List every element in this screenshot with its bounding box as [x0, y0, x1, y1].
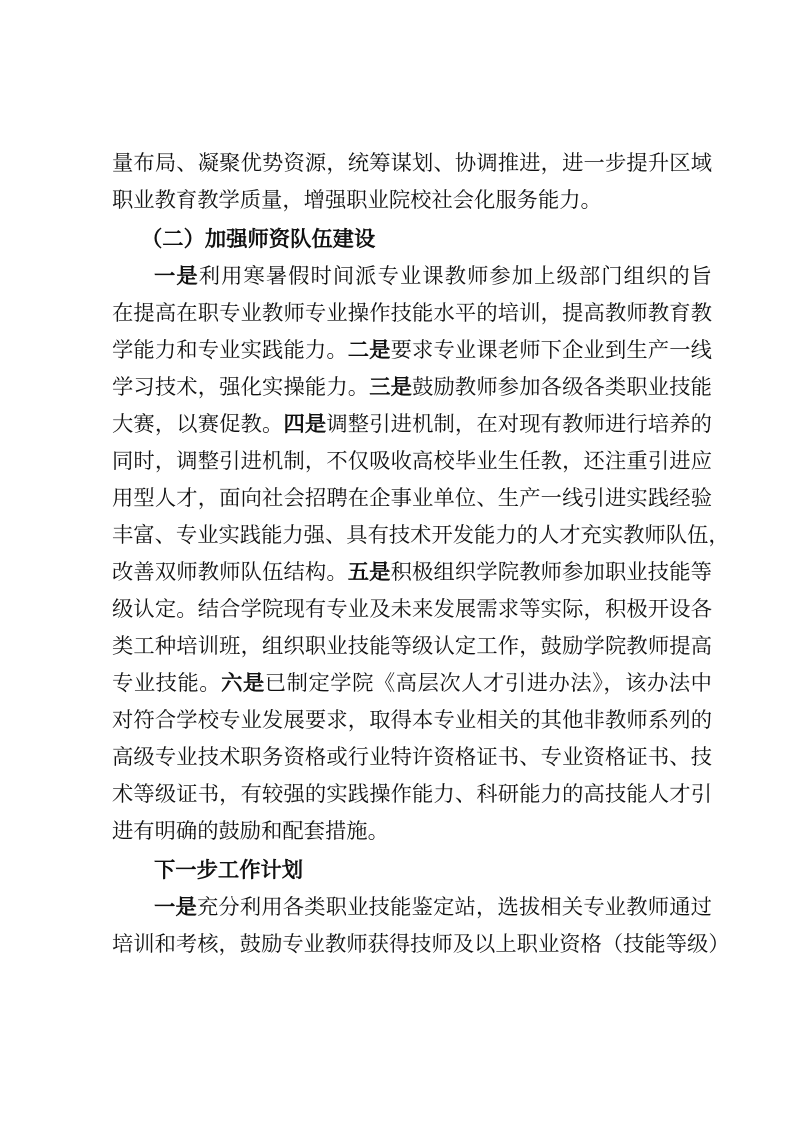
- section-heading: （二）加强师资队伍建设: [141, 227, 376, 252]
- next-line-1-text: 充分利用各类职业技能鉴定站，选拔相关专业教师通过: [196, 895, 712, 920]
- main-line-7: 用型人才，面向社会招聘在企事业单位、生产一线引进实践经验: [112, 486, 712, 511]
- intro-line-2: 职业教育教学质量，增强职业院校社会化服务能力。: [112, 188, 602, 213]
- main-line-10: 级认定。结合学院现有专业及未来发展需求等实际，积极开设各: [112, 597, 712, 622]
- main-line-3-text-b: 要求专业课老师下企业到生产一线: [390, 338, 712, 363]
- main-line-14: 高级专业技术职务资格或行业特许资格证书、专业资格证书、技: [112, 745, 712, 770]
- main-line-5-text-a: 大赛，以赛促教。: [112, 412, 284, 437]
- main-line-1: [154, 259, 712, 295]
- lead-term-four: 四是: [283, 412, 327, 437]
- next-line-2: 培训和考核，鼓励专业教师获得技师及以上职业资格（技能等级）: [112, 932, 730, 957]
- next-lead-term-one: 一是: [154, 895, 197, 920]
- main-line-12: [112, 666, 712, 702]
- main-line-12-text-a: 专业技能。: [112, 671, 222, 696]
- main-line-3-text-a: 学能力和专业实践能力。: [112, 338, 348, 363]
- lead-term-three: 三是: [369, 375, 413, 400]
- main-line-9-text-b: 积极组织学院教师参加职业技能等: [390, 560, 712, 585]
- main-line-2: 在提高在职专业教师专业操作技能水平的培训，提高教师教育教: [112, 301, 712, 326]
- next-line-1: [154, 890, 712, 926]
- lead-term-six: 六是: [221, 671, 265, 696]
- main-line-9: [112, 555, 712, 591]
- lead-term-five: 五是: [347, 560, 391, 585]
- main-line-11: 类工种培训班，组织职业技能等级认定工作，鼓励学院教师提高: [112, 634, 712, 659]
- main-line-4-text-a: 学习技术，强化实操能力。: [112, 375, 370, 400]
- main-line-13: 对符合学校专业发展要求，取得本专业相关的其他非教师系列的: [112, 708, 712, 733]
- lead-term-two: 二是: [347, 338, 391, 363]
- main-line-1-text: 利用寒暑假时间派专业课教师参加上级部门组织的旨: [198, 264, 712, 289]
- main-line-4-text-b: 鼓励教师参加各级各类职业技能: [412, 375, 712, 400]
- main-line-16: 进有明确的鼓励和配套措施。: [112, 819, 389, 844]
- main-line-5: [112, 407, 712, 443]
- main-line-5-text-b: 调整引进机制，在对现有教师进行培养的: [326, 412, 712, 437]
- lead-term-one: 一是: [154, 264, 199, 289]
- main-line-12-text-b: 已制定学院《高层次人才引进办法》，该办法中: [264, 671, 712, 696]
- main-line-15: 术等级证书，有较强的实践操作能力、科研能力的高技能人才引: [112, 782, 712, 807]
- next-steps-heading: 下一步工作计划: [154, 858, 304, 883]
- main-line-4: [112, 370, 712, 406]
- intro-line-1: 量布局、凝聚优势资源，统筹谋划、协调推进，进一步提升区域: [112, 151, 712, 176]
- main-line-8: 丰富、专业实践能力强、具有技术开发能力的人才充实教师队伍，: [112, 523, 730, 548]
- main-line-6: 同时，调整引进机制，不仅吸收高校毕业生任教，还注重引进应: [112, 449, 712, 474]
- main-line-3: [112, 333, 712, 369]
- main-line-9-text-a: 改善双师教师队伍结构。: [112, 560, 348, 585]
